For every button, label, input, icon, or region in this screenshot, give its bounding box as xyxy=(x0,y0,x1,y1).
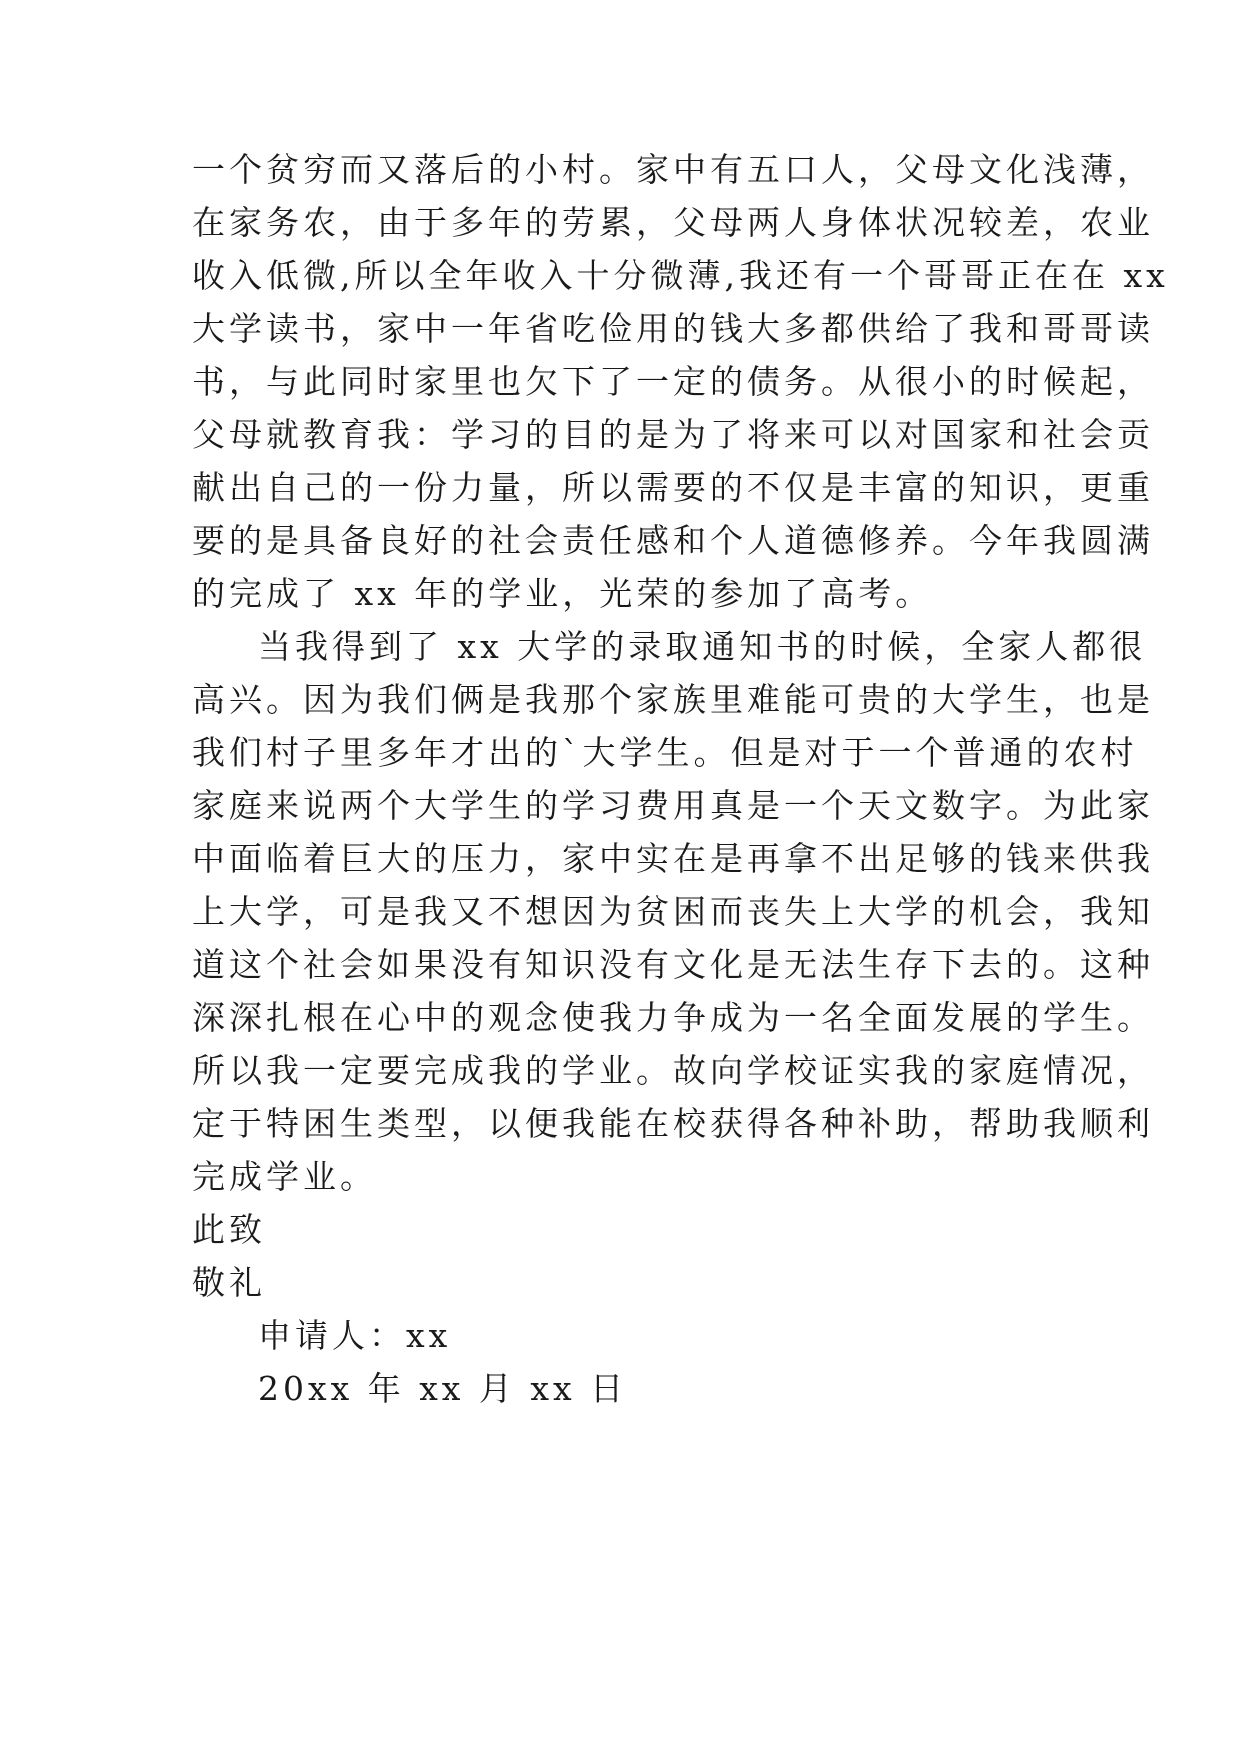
paragraph-2-line-2: 高兴。因为我们俩是我那个家族里难能可贵的大学生，也是 xyxy=(192,680,1154,719)
paragraph-2-line-1: 当我得到了 xx 大学的录取通知书的时候，全家人都很 xyxy=(258,627,1147,666)
paragraph-1-line-8: 要的是具备良好的社会责任感和个人道德修养。今年我圆满 xyxy=(192,521,1154,560)
paragraph-2-line-4: 家庭来说两个大学生的学习费用真是一个天文数字。为此家 xyxy=(192,786,1154,825)
closing-regards: 敬礼 xyxy=(192,1263,266,1302)
closing-salutation: 此致 xyxy=(192,1210,266,1249)
paragraph-2-line-9: 所以我一定要完成我的学业。故向学校证实我的家庭情况， xyxy=(192,1051,1154,1090)
applicant-signature: 申请人：xx xyxy=(258,1316,452,1355)
paragraph-1-line-5: 书，与此同时家里也欠下了一定的债务。从很小的时候起， xyxy=(192,362,1154,401)
paragraph-2-line-8: 深深扎根在心中的观念使我力争成为一名全面发展的学生。 xyxy=(192,998,1154,1037)
paragraph-2-line-10: 定于特困生类型，以便我能在校获得各种补助，帮助我顺利 xyxy=(192,1104,1154,1143)
paragraph-2-line-11: 完成学业。 xyxy=(192,1157,377,1196)
paragraph-2-line-7: 道这个社会如果没有知识没有文化是无法生存下去的。这种 xyxy=(192,945,1154,984)
paragraph-1-line-9: 的完成了 xx 年的学业，光荣的参加了高考。 xyxy=(192,574,933,613)
paragraph-1-line-6: 父母就教育我：学习的目的是为了将来可以对国家和社会贡 xyxy=(192,415,1154,454)
paragraph-2-line-5: 中面临着巨大的压力，家中实在是再拿不出足够的钱来供我 xyxy=(192,839,1154,878)
signature-date: 20xx 年 xx 月 xx 日 xyxy=(258,1369,628,1408)
paragraph-1-line-2: 在家务农，由于多年的劳累，父母两人身体状况较差，农业 xyxy=(192,203,1154,242)
paragraph-2-line-3: 我们村子里多年才出的`大学生。但是对于一个普通的农村 xyxy=(192,733,1138,772)
paragraph-1-line-4: 大学读书，家中一年省吃俭用的钱大多都供给了我和哥哥读 xyxy=(192,309,1154,348)
paragraph-2-line-6: 上大学，可是我又不想因为贫困而丧失上大学的机会，我知 xyxy=(192,892,1154,931)
paragraph-1-line-3: 收入低微,所以全年收入十分微薄,我还有一个哥哥正在在 xx xyxy=(192,256,1169,295)
paragraph-1-line-7: 献出自己的一份力量，所以需要的不仅是丰富的知识，更重 xyxy=(192,468,1154,507)
paragraph-1-line-1: 一个贫穷而又落后的小村。家中有五口人，父母文化浅薄， xyxy=(192,150,1154,189)
